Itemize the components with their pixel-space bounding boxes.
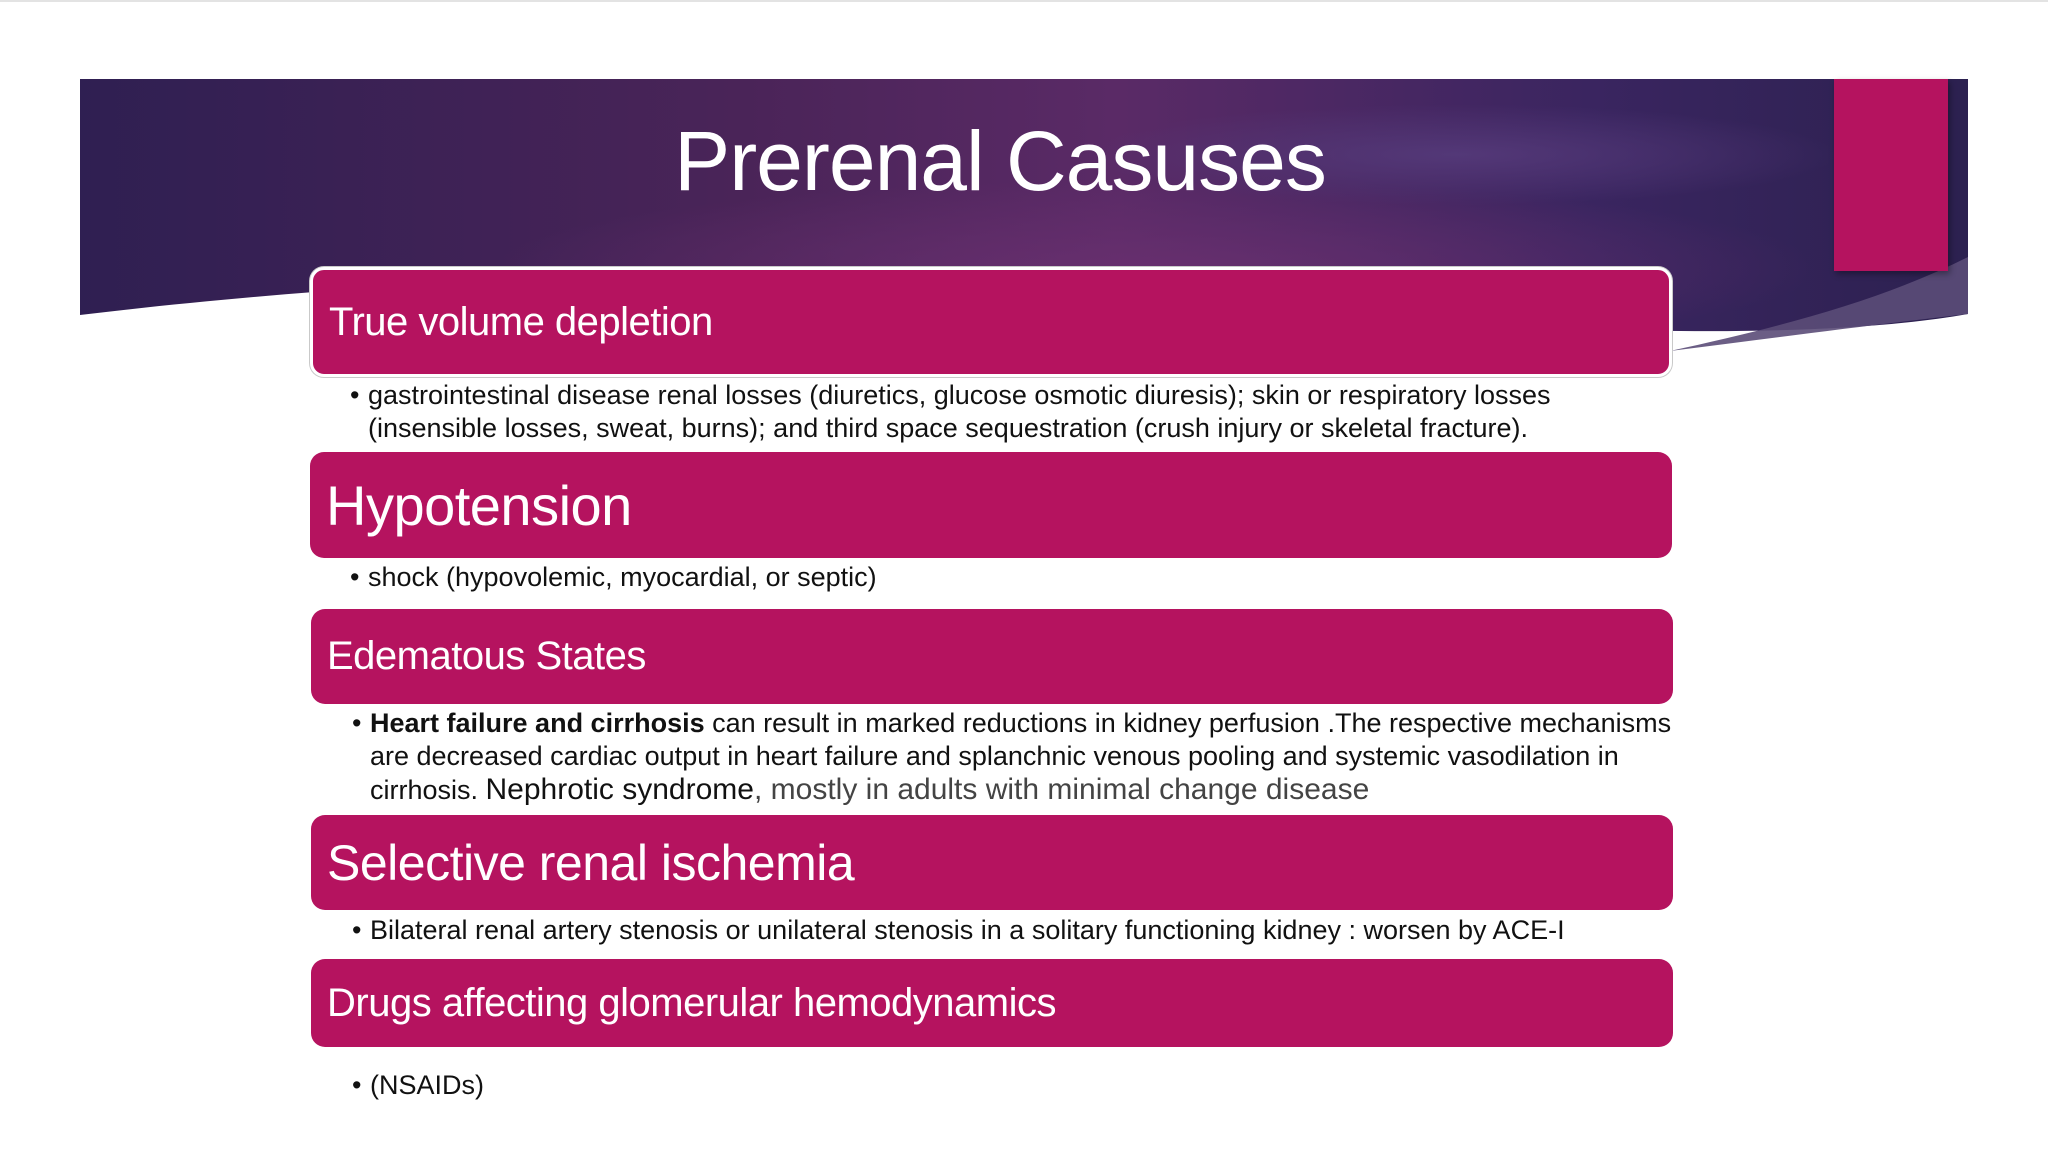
bullet-edematous-states [352, 707, 1682, 807]
bullet-bold-text: Heart failure and cirrhosis [370, 708, 705, 738]
section-box-hypotension [310, 452, 1672, 558]
section-box-true-volume-depletion [310, 267, 1672, 377]
section-heading: True volume depletion [329, 299, 713, 344]
bullet-text: gastrointestinal disease renal losses (diuretics, glucose osmotic diuresis); skin or respiratory losses (insensible losses, sweat, burns); and third space sequestration (crush injury or skeletal fracture). [368, 380, 1551, 443]
section-box-drugs-glomerular [311, 959, 1673, 1047]
section-heading: Selective renal ischemia [327, 834, 855, 891]
bullet-glyph: • [352, 1070, 362, 1100]
bullet-glyph: • [352, 708, 362, 738]
bullet-body-text: can result in marked reductions in kidney perfusion .The respective mechanisms are decreased cardiac output in heart failure and splanchnic venous pooling and systemic vasodilation in cirrhosis. [370, 708, 1672, 805]
bullet-text [352, 707, 1682, 807]
section-heading: Hypotension [326, 473, 632, 537]
bullet-glyph: • [350, 380, 360, 410]
bullet-text: shock (hypovolemic, myocardial, or septic) [368, 562, 877, 592]
bullet-glyph: • [350, 562, 360, 592]
slide-title: Prerenal Casuses [674, 114, 1326, 208]
bullet-glyph: • [352, 915, 362, 945]
bullet-hypotension [350, 561, 1680, 594]
presentation-slide [80, 79, 1968, 1152]
bullet-true-volume-depletion [350, 379, 1680, 445]
bullet-nephrotic-text: Nephrotic syndrome [485, 773, 754, 806]
bullet-selective-renal-ischemia [352, 914, 1682, 947]
bullet-drugs-glomerular [352, 1069, 1682, 1102]
bullet-text: (NSAIDs) [370, 1070, 484, 1100]
section-box-selective-renal-ischemia [311, 815, 1673, 910]
section-box-edematous-states [311, 609, 1673, 704]
bullet-text: Bilateral renal artery stenosis or unilateral stenosis in a solitary functioning kidney : worsen by ACE-I [370, 915, 1565, 945]
section-heading: Edematous States [327, 634, 646, 678]
section-heading: Drugs affecting glomerular hemodynamics [327, 980, 1056, 1025]
bullet-tail-text: , mostly in adults with minimal change disease [753, 773, 1370, 806]
window-top-border [0, 0, 2048, 2]
